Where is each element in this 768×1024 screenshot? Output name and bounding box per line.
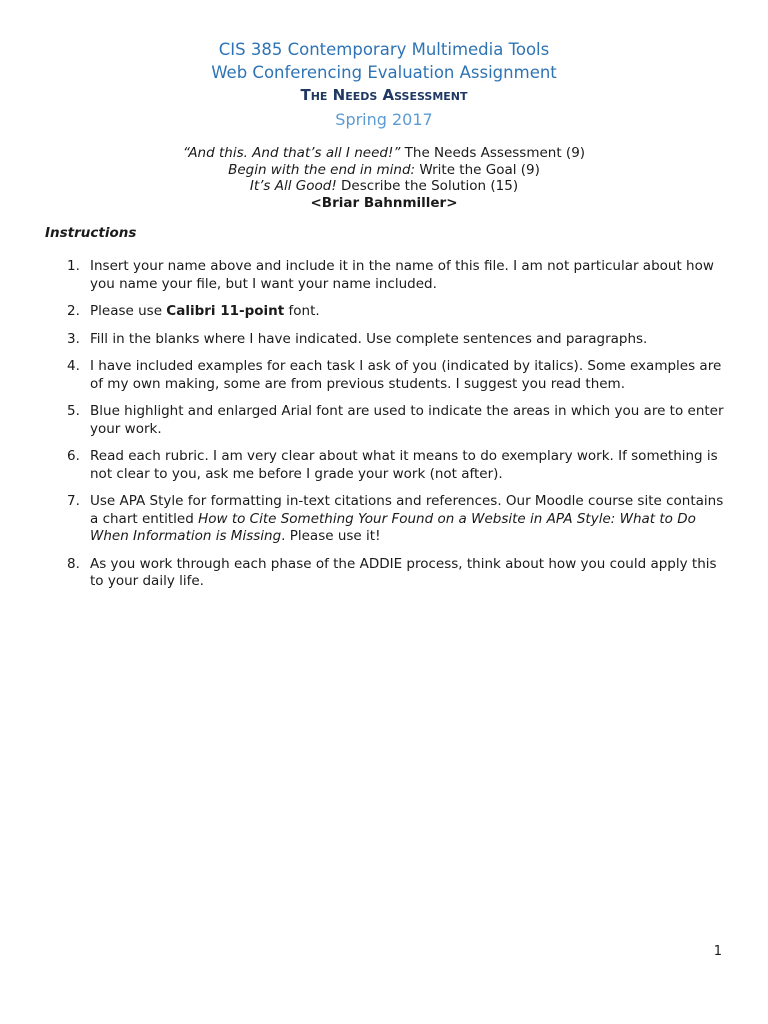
objective-line-3 <box>0 178 768 195</box>
section-title: The Needs Assessment <box>300 86 468 104</box>
term-label: Spring 2017 <box>335 110 433 129</box>
list-item-text-prefix: Please use <box>90 303 167 319</box>
list-item-number: 4. <box>67 358 80 374</box>
objective-quote-2: Begin with the end in mind: <box>228 161 416 178</box>
citation-chart-title: How to Cite Something Your Found on a Website in APA Style: What to Do When Information is Missing <box>90 510 696 544</box>
objectives-block <box>0 145 768 211</box>
objective-line-2 <box>0 162 768 179</box>
instructions-list <box>60 258 730 601</box>
list-item-text-suffix: font. <box>284 303 320 319</box>
list-item-text-suffix: . Please use it! <box>281 528 381 544</box>
list-item-number: 8. <box>67 555 80 572</box>
list-item-number: 5. <box>67 403 80 419</box>
assignment-title: Web Conferencing Evaluation Assignment <box>211 63 557 82</box>
objective-text-2: Write the Goal (9) <box>415 161 540 178</box>
list-item-text: Insert your name above and include it in the name of this file. I am not particular about how you name your file, but I want your name included. <box>90 258 714 292</box>
list-item <box>60 556 730 591</box>
font-name-emphasis: Calibri 11-point <box>166 303 285 319</box>
list-item-text: Fill in the blanks where I have indicated. Use complete sentences and paragraphs. <box>90 330 648 347</box>
list-item-number: 2. <box>67 303 80 319</box>
list-item-text-prefix: Use APA Style for formatting in-text citations and references. Our Moodle course site contains a chart entitled <box>90 493 724 527</box>
page-number: 1 <box>713 944 722 959</box>
list-item-text: As you work through each phase of the ADDIE process, think about how you could apply this to your daily life. <box>90 555 717 589</box>
list-item-text: Read each rubric. I am very clear about what it means to do exemplary work. If something is not clear to you, ask me before I grade your work (not after). <box>90 448 718 482</box>
document-header <box>0 38 768 132</box>
student-name: <Briar Bahnmiller> <box>310 194 458 211</box>
list-item-number: 3. <box>67 330 80 347</box>
objective-line-1 <box>0 145 768 162</box>
list-item <box>60 358 730 393</box>
objective-quote-3: It’s All Good! <box>249 178 337 194</box>
list-item <box>60 258 730 293</box>
list-item <box>60 331 730 349</box>
list-item <box>60 448 730 483</box>
instructions-heading: Instructions <box>45 225 137 241</box>
list-item <box>60 493 730 546</box>
list-item-number: 7. <box>67 493 80 509</box>
course-title: CIS 385 Contemporary Multimedia Tools <box>218 40 550 59</box>
objective-text-3: Describe the Solution (15) <box>336 178 519 194</box>
list-item <box>60 303 730 321</box>
objective-text-1: The Needs Assessment (9) <box>400 145 586 161</box>
list-item-number: 1. <box>67 258 80 274</box>
list-item-text: Blue highlight and enlarged Arial font are used to indicate the areas in which you are to enter your work. <box>90 403 724 437</box>
list-item <box>60 403 730 438</box>
list-item-text: I have included examples for each task I ask of you (indicated by italics). Some examples are of my own making, some are from previous students. I suggest you read them. <box>90 358 722 392</box>
list-item-number: 6. <box>67 448 80 464</box>
objective-quote-1: “And this. And that’s all I need!” <box>182 145 401 161</box>
